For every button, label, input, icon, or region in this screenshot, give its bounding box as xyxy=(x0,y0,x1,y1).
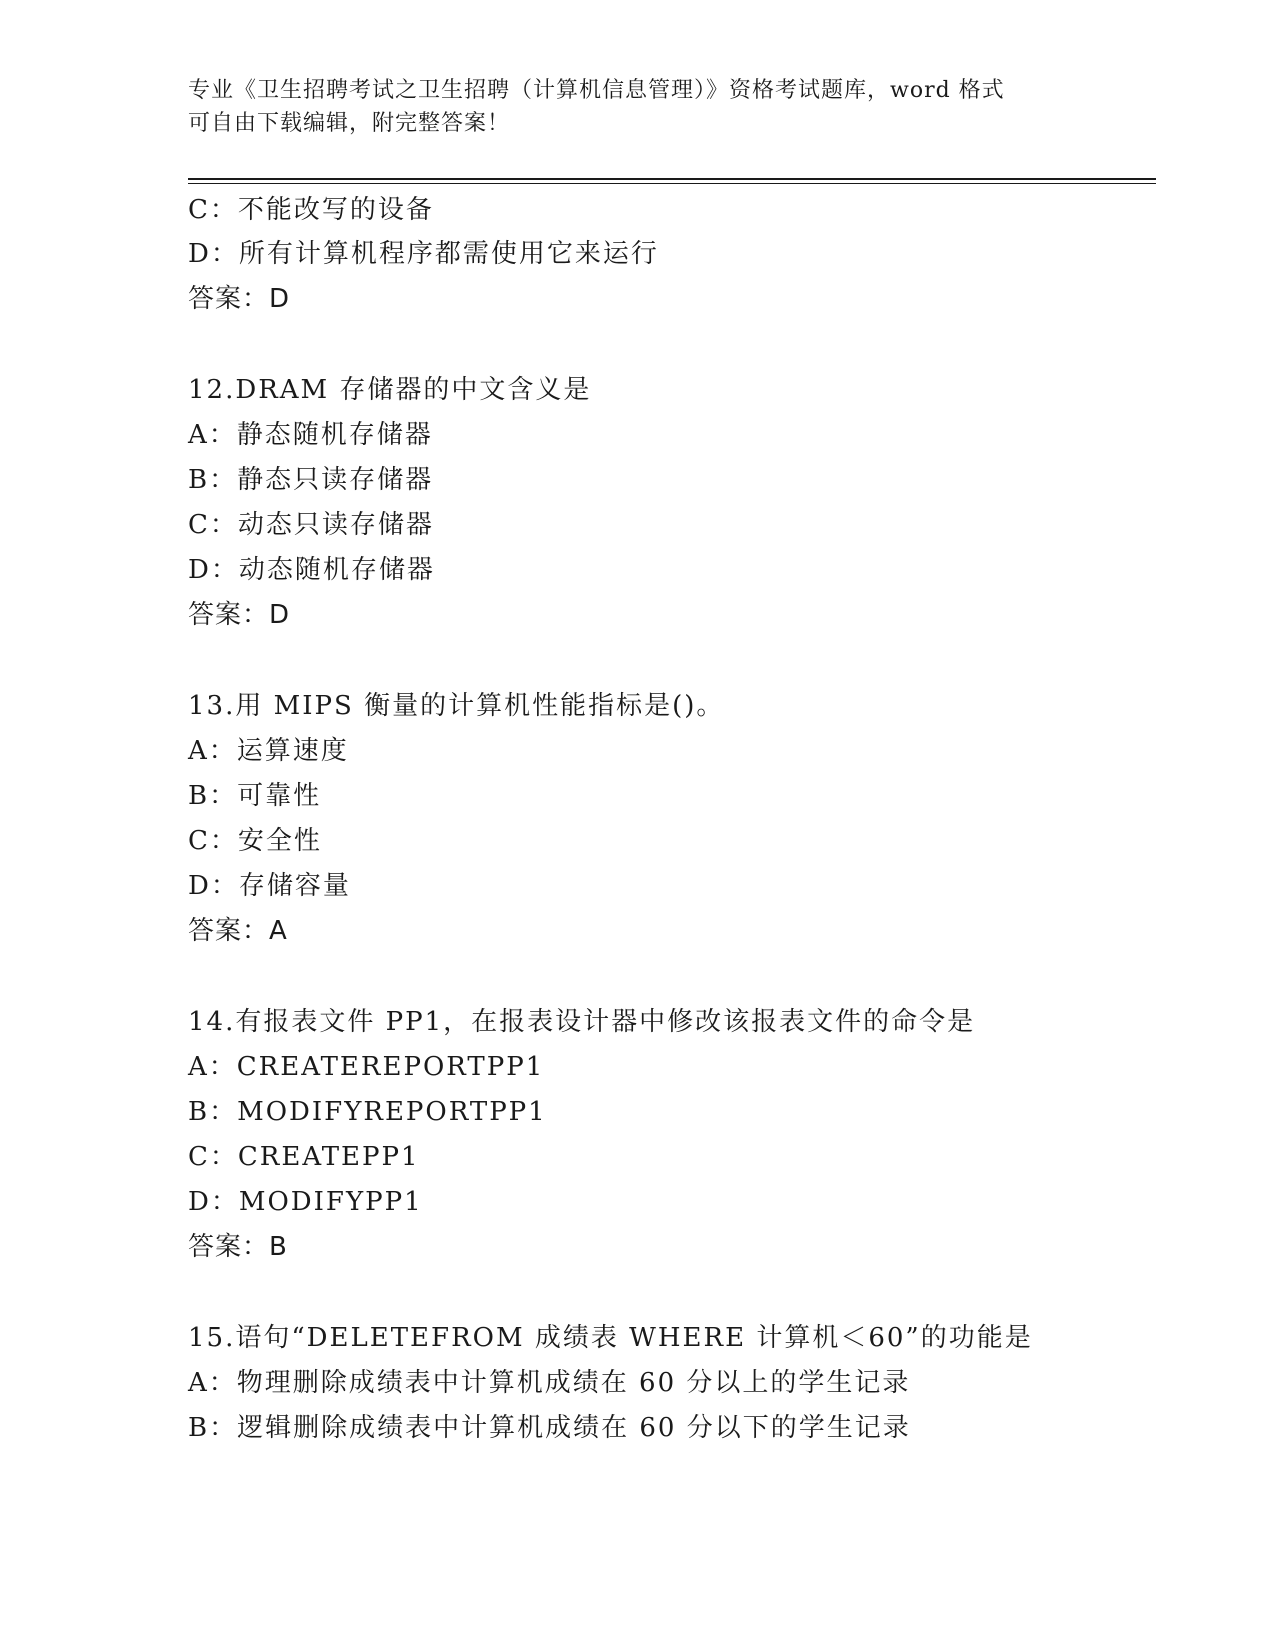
option-c: C：安全性 xyxy=(188,826,322,856)
option-c: C：CREATEPP1 xyxy=(188,1142,420,1172)
option-d: D：MODIFYPP1 xyxy=(188,1187,423,1217)
option-d: D：所有计算机程序都需使用它来运行 xyxy=(188,239,659,269)
document-header xyxy=(188,74,1088,140)
option-a: A：运算速度 xyxy=(188,736,349,766)
option-a: A：静态随机存储器 xyxy=(188,420,433,450)
header-divider-thick xyxy=(188,178,1156,180)
option-b: B：逻辑删除成绩表中计算机成绩在 60 分以下的学生记录 xyxy=(188,1413,911,1443)
option-c: C：动态只读存储器 xyxy=(188,510,434,540)
header-line-2: 可自由下载编辑，附完整答案！ xyxy=(188,111,511,136)
option-d: D：动态随机存储器 xyxy=(188,555,435,585)
question-stem: 12.DRAM 存储器的中文含义是 xyxy=(188,375,592,405)
header-divider-thin xyxy=(188,183,1156,184)
answer: 答案：D xyxy=(188,284,291,314)
option-b: B：MODIFYREPORTPP1 xyxy=(188,1097,547,1127)
option-a: A：CREATEREPORTPP1 xyxy=(188,1052,545,1082)
question-stem: 13.用 MIPS 衡量的计算机性能指标是()。 xyxy=(188,691,725,721)
option-a: A：物理删除成绩表中计算机成绩在 60 分以上的学生记录 xyxy=(188,1368,911,1398)
answer: 答案：A xyxy=(188,916,288,946)
option-b: B：可靠性 xyxy=(188,781,322,811)
answer: 答案：B xyxy=(188,1232,288,1262)
option-c: C：不能改写的设备 xyxy=(188,195,434,225)
option-b: B：静态只读存储器 xyxy=(188,465,434,495)
header-line-1: 专业《卫生招聘考试之卫生招聘（计算机信息管理）》资格考试题库，word 格式 xyxy=(188,78,1005,103)
answer: 答案：D xyxy=(188,600,291,630)
question-stem: 14.有报表文件 PP1，在报表设计器中修改该报表文件的命令是 xyxy=(188,1007,976,1037)
option-d: D：存储容量 xyxy=(188,871,351,901)
question-stem: 15.语句“DELETEFROM 成绩表 WHERE 计算机＜60”的功能是 xyxy=(188,1323,1033,1353)
